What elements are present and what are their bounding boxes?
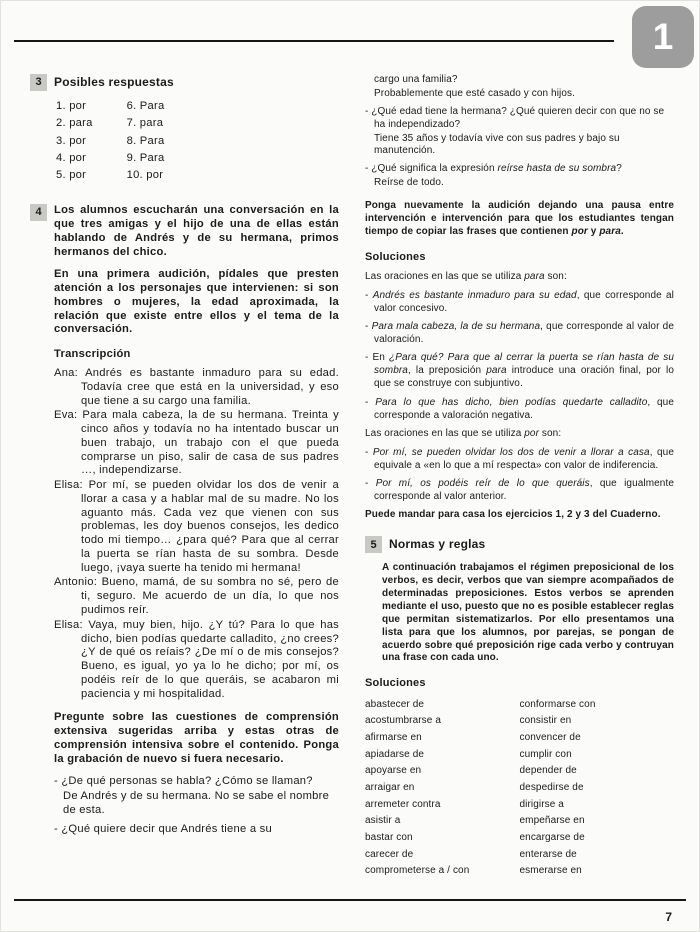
comprehension-question: - ¿De qué personas se habla? ¿Cómo se llaman?	[54, 775, 313, 788]
verb-item: afirmarse en	[365, 731, 422, 743]
solution-bullet: - Andrés es bastante inmaduro para su edad, que corresponde al valor concesivo.	[365, 289, 675, 314]
dialogue-text: Por mí, se pueden olvidar los dos de venir a llorar a casa y a hablar mal de su madre. No los aguanto más. Cada vez que vienen con sus problemas, les doy buenos consejos, les dedico todo mi tiempo… ¿para qué? Para que al cerrar la puerta se rían hasta de su sombra. Desde luego, ¡vaya suerte ha tenido mi hermana!	[81, 479, 340, 574]
answer-item: 6. Para	[126, 100, 165, 112]
section-5-header	[365, 536, 674, 553]
verb-item: conformarse con	[519, 698, 596, 710]
homework-note: Puede mandar para casa los ejercicios 1, 2 y 3 del Cuaderno.	[365, 509, 661, 521]
answer-key-list	[30, 100, 339, 186]
verb-item: apoyarse en	[365, 765, 422, 777]
answer-item: 8. Para	[126, 134, 165, 147]
transcript-title: Transcripción	[54, 348, 131, 361]
teacher-instruction-paragraph: Ponga nuevamente la audición dejando una pausa entre intervención e intervención para que los estudiantes tengan tiempo de copiar las frases que contienen por y para.	[365, 200, 674, 237]
verb-item: convencer de	[519, 731, 581, 743]
dialogue-line	[54, 479, 339, 575]
dialogue-text: Bueno, mamá, de su sombra no sé, pero de ti, seguro. Me acuerdo de un día, lo que nos pudimos reír.	[81, 576, 339, 616]
verb-item: acostumbrarse a	[365, 715, 441, 727]
answer-item: 5. por	[56, 169, 87, 182]
section-4-header	[30, 204, 339, 259]
comprehension-answer: Tiene 35 años y todavía vive con sus padres y bajo su manutención.	[374, 132, 620, 157]
section-4-intro-paragraph: Los alumnos escucharán una conversación en la que tres amigas y el hijo de una de ellas están hablando de Andrés y de su hermana, primos hermanos del chico.	[54, 204, 339, 258]
top-rule	[14, 40, 614, 42]
solution-bullet: - Por mí, se pueden olvidar los dos de venir a llorar a casa, que equivale a «en lo que a mí respecta» con valor de indiferencia.	[365, 446, 675, 471]
dialogue-speaker: Ana:	[54, 366, 79, 379]
right-column	[365, 74, 674, 881]
verb-item: depender de	[519, 765, 577, 777]
answer-item: 10. por	[126, 169, 164, 182]
teacher-instruction-paragraph: En una primera audición, pídales que presten atención a los personajes que intervienen: si son hombres o mujeres, la edad aproximada, la relación que existe entre ellos y el tema de la conversación.	[54, 268, 339, 336]
verb-item: enterarse de	[519, 848, 577, 860]
para-uses-intro: Las oraciones en las que se utiliza para son:	[365, 270, 567, 282]
answer-item: 2. para	[56, 117, 93, 130]
verb-item: arremeter contra	[365, 798, 441, 810]
verb-item: apiadarse de	[365, 748, 425, 760]
soluciones-heading: Soluciones	[365, 677, 426, 690]
answer-key-column-1	[56, 100, 93, 186]
verb-item: asistir a	[365, 815, 401, 827]
section-4	[30, 204, 339, 836]
verb-list	[365, 698, 674, 882]
comprehension-question: - ¿Qué edad tiene la hermana? ¿Qué quieren decir con que no se ha independizado?	[365, 105, 665, 130]
verb-list-column-2	[520, 698, 675, 882]
verb-item: despedirse de	[519, 781, 584, 793]
verb-item: arraigar en	[365, 781, 415, 793]
section-3	[30, 74, 339, 186]
answer-item: 7. para	[126, 117, 164, 130]
comprehension-question-continued: cargo una familia?	[374, 74, 458, 85]
dialogue-speaker: Elisa:	[54, 618, 83, 631]
section-4-number-badge: 4	[30, 204, 47, 221]
verb-item: comprometerse a / con	[365, 865, 470, 877]
teacher-instruction-paragraph: A continuación trabajamos el régimen preposicional de los verbos, es decir, verbos que van siempre acompañados de determinadas preposiciones. Estos verbos se aprenden mediante el uso, puesto que no es posible establecer reglas que permitan sistematizarlos. Por ello presentamos una lista para que los alumnos, por parejas, se pongan de acuerdo sobre qué preposición rige cada verbo y contruyan una frase con cada uno.	[382, 562, 674, 664]
section-5-title: Normas y reglas	[389, 537, 486, 552]
dialogue-line	[54, 367, 339, 408]
section-5-number-badge: 5	[365, 536, 382, 553]
answer-item: 3. por	[56, 134, 87, 147]
comprehension-question: - ¿Qué significa la expresión reírse hasta de su sombra?	[365, 163, 622, 175]
dialogue-speaker: Eva:	[54, 409, 78, 422]
verb-item: bastar con	[365, 832, 413, 844]
answer-item: 9. Para	[126, 151, 165, 164]
answer-item: 4. por	[56, 151, 87, 164]
left-column	[30, 74, 339, 881]
verb-item: cumplir con	[519, 748, 572, 760]
verb-item: consistir en	[519, 715, 572, 727]
verb-item: abastecer de	[365, 698, 425, 710]
soluciones-heading: Soluciones	[365, 250, 426, 263]
dialogue-text: Andrés es bastante inmaduro para su edad. Todavía cree que está en la universidad, y eso que tiene a su cargo una familia.	[81, 366, 339, 407]
answer-item: 1. por	[56, 100, 87, 112]
answer-key-column-2	[127, 100, 165, 186]
page-content	[30, 74, 674, 881]
teacher-instruction-paragraph: Pregunte sobre las cuestiones de comprensión extensiva sugeridas arriba y estas otras de comprensión intensiva sobre el contenido. Ponga la grabación de nuevo si fuera necesario.	[54, 711, 339, 765]
solution-bullet: - Para lo que has dicho, bien podías quedarte calladito, que corresponde a valoración negativa.	[365, 396, 674, 421]
comprehension-answer: Probablemente que esté casado y con hijos.	[374, 87, 575, 99]
solution-bullet: - Para mala cabeza, la de su hermana, que corresponde al valor de valoración.	[365, 321, 674, 346]
section-3-header	[30, 74, 339, 91]
section-5	[365, 536, 674, 881]
section-4-body	[30, 268, 339, 836]
verb-item: esmerarse en	[519, 865, 582, 877]
dialogue-text: Para mala cabeza, la de su hermana. Treinta y cinco años y todavía no ha intentado buscar un buen trabajo, un trabajo con el que pueda comprarse un piso, salir de casa de sus padres …, independizarse.	[81, 409, 339, 477]
dialogue-text: Vaya, muy bien, hijo. ¿Y tú? Para lo que has dicho, bien podías quedarte calladito, ¿no crees? ¿Y de qué os reíais? ¿De mí o de mis consejos? Bueno, es igual, yo ya lo he dicho; por mí, os podéis reír de lo que queráis, se acabaron mi paciencia y mi hospitalidad.	[81, 618, 340, 700]
dialogue-line	[54, 576, 339, 617]
section-5-body	[365, 562, 674, 665]
section-3-title: Posibles respuestas	[54, 75, 174, 89]
comprehension-answer: De Andrés y de su hermana. No se sabe el nombre de esta.	[63, 790, 330, 816]
section-3-number-badge: 3	[30, 74, 47, 91]
verb-item: dirigirse a	[519, 798, 564, 810]
dialogue-speaker: Elisa:	[54, 479, 83, 492]
bottom-rule	[14, 899, 686, 901]
dialogue-speaker: Antonio:	[54, 576, 98, 589]
verb-item: empeñarse en	[519, 815, 585, 827]
solution-bullet: - En ¿Para qué? Para que al cerrar la puerta se rían hasta de su sombra, la preposición para introduce una oración final, por lo que se construye con subjuntivo.	[365, 352, 674, 390]
verb-item: encargarse de	[519, 832, 585, 844]
verb-item: carecer de	[365, 848, 414, 860]
page-number: 7	[665, 910, 672, 924]
dialogue-line	[54, 619, 339, 702]
por-uses-intro: Las oraciones en las que se utiliza por son:	[365, 427, 562, 439]
dialogue-line	[54, 409, 339, 478]
verb-list-column-1	[365, 698, 520, 882]
comprehension-question: - ¿Qué quiere decir que Andrés tiene a su	[54, 822, 272, 835]
chapter-number-badge: 1	[632, 6, 694, 68]
solution-bullet: - Por mí, os podéis reír de lo que queráis, que igualmente corresponde al valor anterior.	[365, 478, 675, 502]
comprehension-answer: Reírse de todo.	[374, 177, 444, 189]
